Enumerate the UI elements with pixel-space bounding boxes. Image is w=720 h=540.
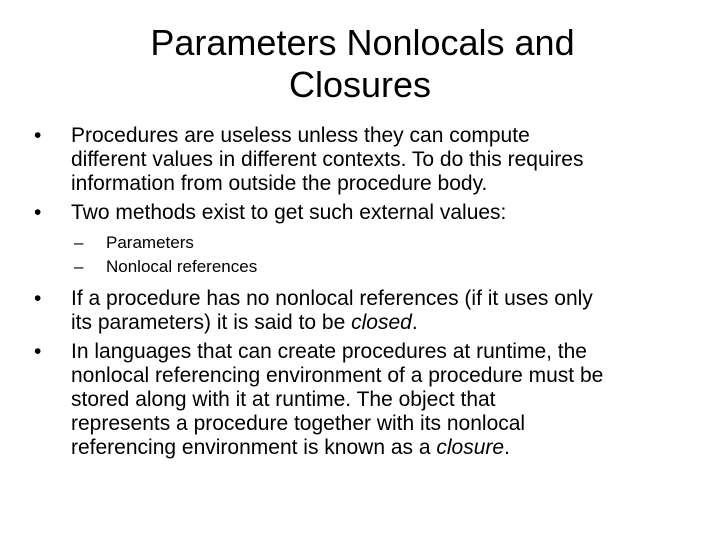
sub-bullet-parameters [34, 231, 694, 255]
emphasis-closure: closure [436, 436, 505, 459]
bullet-text-segment: referencing environment is known as a [71, 436, 437, 459]
bullet-text-tail: . [411, 311, 418, 334]
bullet-text-line [71, 436, 694, 460]
slide-title-line-2: Closures [288, 64, 432, 105]
bullet-text-tail: . [504, 436, 510, 459]
bullet-text-line: represents a procedure together with its nonlocal [71, 412, 526, 435]
bullet-marker: • [34, 201, 42, 224]
bullet-text-line [71, 311, 694, 335]
bullet-text-line: different values in different contexts. To do this requires [71, 148, 584, 171]
emphasis-closed: closed [351, 311, 412, 334]
sub-bullet-text: Parameters [106, 233, 194, 252]
bullet-text-line: information from outside the procedure body. [71, 172, 488, 195]
bullet-closure-definition [34, 340, 694, 460]
bullet-two-methods [34, 201, 694, 225]
slide-title [0, 22, 720, 106]
bullet-text-line: If a procedure has no nonlocal references (if it uses only [71, 287, 593, 310]
bullet-text-line: Two methods exist to get such external values: [71, 201, 507, 224]
slide-title-line-1: Parameters Nonlocals and [150, 22, 575, 63]
bullet-marker: • [34, 340, 42, 363]
sub-bullet-list [34, 231, 694, 279]
sub-bullet-text: Nonlocal references [106, 257, 258, 276]
bullet-closed-procedure [34, 287, 694, 335]
sub-bullet-marker: – [74, 233, 84, 252]
bullet-text-line: In languages that can create procedures at runtime, the [71, 340, 587, 363]
slide-body [34, 124, 694, 465]
bullet-procedures-useless [34, 124, 694, 196]
bullet-text-line: stored along with it at runtime. The object that [71, 388, 496, 411]
bullet-marker: • [34, 287, 42, 310]
bullet-marker: • [34, 124, 42, 147]
bullet-text-line: nonlocal referencing environment of a procedure must be [71, 364, 604, 387]
sub-bullet-nonlocal-references [34, 255, 694, 279]
sub-bullet-marker: – [74, 257, 84, 276]
bullet-text-line: Procedures are useless unless they can compute [71, 124, 530, 147]
bullet-text-segment: its parameters) it is said to be [71, 311, 352, 334]
